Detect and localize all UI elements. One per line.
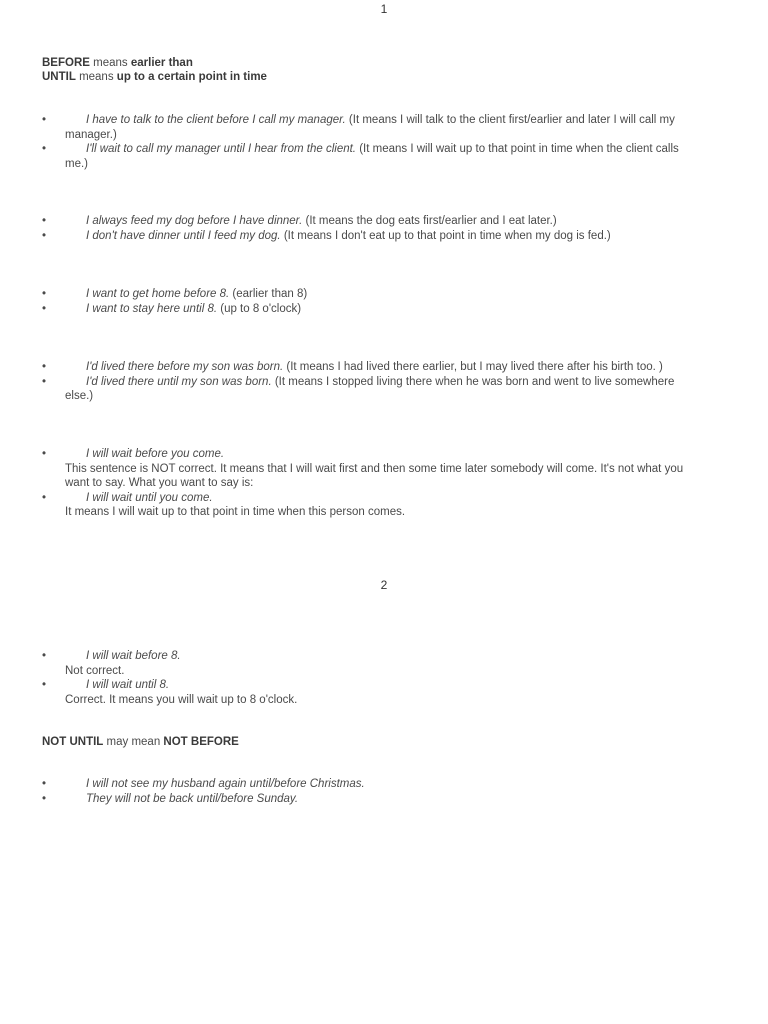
bullet: • (42, 448, 47, 460)
example-sentence: I have to talk to the client before I call my manager. (86, 114, 346, 126)
list-item (42, 214, 712, 229)
bullet: • (42, 302, 47, 315)
bullet: • (42, 288, 47, 300)
definition-not-until (42, 735, 239, 750)
note-text: Not correct. (65, 664, 125, 677)
example-sentence: I don't have dinner until I feed my dog. (86, 229, 281, 242)
means-word: means (79, 71, 114, 83)
list-item-text (65, 142, 712, 171)
bullet: • (42, 215, 47, 227)
list-item (42, 229, 712, 244)
bullet: • (42, 778, 47, 790)
term: BEFORE (42, 57, 90, 69)
example-group (42, 649, 712, 707)
example-sentence: I'll wait to call my manager until I hear from the client. (86, 143, 356, 155)
explanation: (earlier than 8) (229, 288, 308, 300)
example-group (42, 447, 712, 520)
list-item-text (65, 229, 712, 244)
explanation: (It means I don't eat up to that point in time when my dog is fed.) (280, 229, 611, 242)
meaning: up to a certain point in time (116, 71, 267, 83)
list-item (42, 375, 712, 404)
explanation-continued: else.) (65, 390, 94, 402)
list-item-text (65, 447, 712, 491)
example-sentence: I'd lived there until my son was born. (86, 375, 272, 388)
example-group (42, 777, 712, 806)
term: UNTIL (42, 71, 76, 83)
example-sentence: I'd lived there before my son was born. (86, 361, 284, 373)
example-sentence: I will wait until you come. (86, 491, 213, 504)
bullet: • (42, 792, 47, 805)
bullet: • (42, 375, 47, 388)
explanation: (It means I will talk to the client first/earlier and later I will call my (345, 114, 675, 126)
list-item (42, 360, 712, 375)
bullet: • (42, 143, 47, 155)
note-text: It means I will wait up to that point in time when this person comes. (65, 506, 406, 518)
list-item-text (65, 375, 712, 404)
list-item-text (65, 649, 712, 678)
list-item (42, 649, 712, 678)
explanation-continued: manager.) (65, 128, 117, 141)
example-sentence: I always feed my dog before I have dinner. (86, 215, 303, 227)
bullet: • (42, 650, 47, 662)
list-item (42, 678, 712, 707)
definition-before (42, 56, 193, 71)
bullet: • (42, 679, 47, 691)
example-group (42, 214, 712, 243)
meaning: NOT BEFORE (163, 736, 239, 748)
example-sentence: I will not see my husband again until/before Christmas. (86, 778, 365, 790)
explanation-continued: me.) (65, 157, 88, 170)
bullet: • (42, 114, 47, 126)
page-number: 1 (380, 2, 388, 16)
bullet: • (42, 361, 47, 373)
example-sentence: I will wait before 8. (86, 650, 181, 662)
explanation: (It means the dog eats first/earlier and I eat later.) (302, 215, 557, 227)
example-sentence: I want to get home before 8. (86, 288, 230, 300)
example-sentence: I will wait until 8. (86, 679, 170, 691)
means-word: means (93, 57, 128, 69)
note-text: want to say. What you want to say is: (65, 477, 254, 489)
list-item-text (65, 214, 712, 229)
explanation: (up to 8 o'clock) (217, 302, 302, 315)
explanation: (It means I stopped living there when he was born and went to live somewhere (271, 375, 675, 388)
list-item-text (65, 113, 712, 142)
note-text: Correct. It means you will wait up to 8 o'clock. (65, 693, 298, 706)
term: NOT UNTIL (42, 736, 104, 748)
definition-until (42, 70, 267, 85)
list-item (42, 302, 712, 317)
list-item (42, 792, 712, 807)
example-group (42, 113, 712, 171)
list-item (42, 777, 712, 792)
example-sentence: I will wait before you come. (86, 448, 225, 460)
example-sentence: They will not be back until/before Sunday. (86, 792, 299, 805)
explanation: (It means I had lived there earlier, but I may lived there after his birth too. ) (283, 361, 663, 373)
list-item (42, 287, 712, 302)
list-item-text (65, 777, 712, 792)
list-item (42, 142, 712, 171)
list-item (42, 447, 712, 491)
means-word: may mean (106, 736, 161, 748)
list-item-text (65, 678, 712, 707)
list-item-text (65, 287, 712, 302)
note-text: This sentence is NOT correct. It means that I will wait first and then some time later somebody will come. It's not what you (65, 462, 684, 475)
example-group (42, 360, 712, 404)
explanation: (It means I will wait up to that point in time when the client calls (356, 143, 679, 155)
bullet: • (42, 491, 47, 504)
list-item-text (65, 302, 712, 317)
example-sentence: I want to stay here until 8. (86, 302, 218, 315)
list-item (42, 491, 712, 520)
list-item-text (65, 360, 712, 375)
list-item (42, 113, 712, 142)
example-group (42, 287, 712, 316)
list-item-text (65, 491, 712, 520)
page-number: 2 (380, 578, 388, 592)
meaning: earlier than (130, 57, 193, 69)
bullet: • (42, 229, 47, 242)
list-item-text (65, 792, 712, 807)
